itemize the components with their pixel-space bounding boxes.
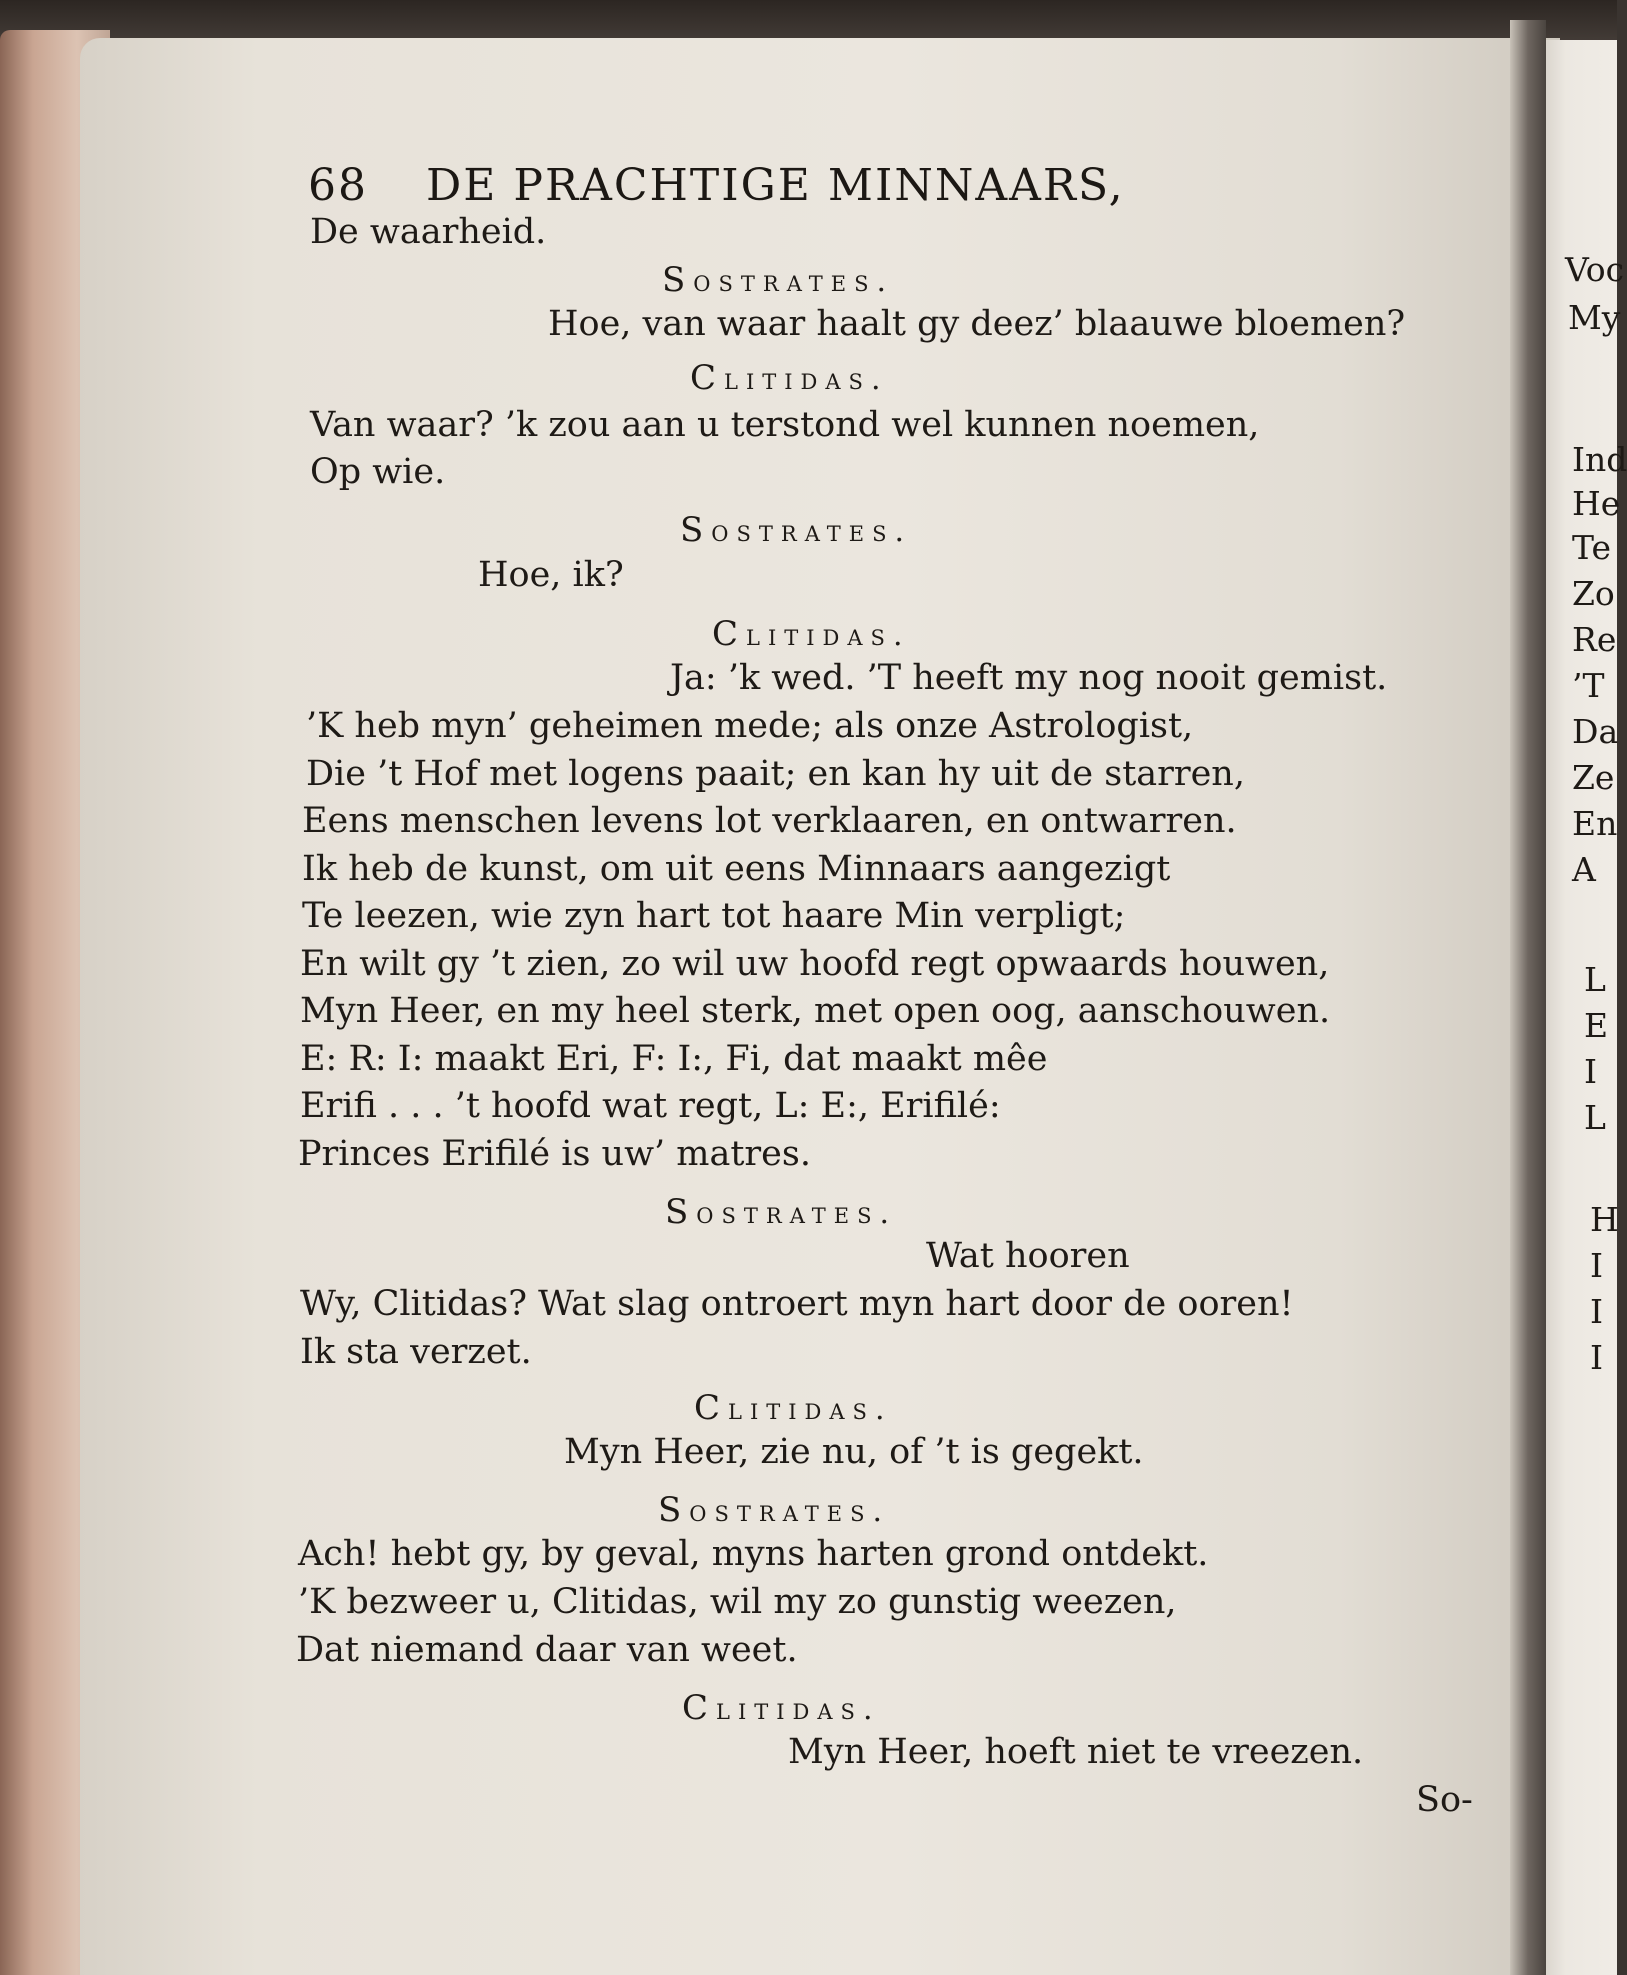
facing-text: I: [1590, 1338, 1604, 1377]
text-line: Princes Erifilé is uw’ matres.: [298, 1134, 811, 1174]
running-head: [308, 160, 1125, 211]
facing-text: En: [1572, 804, 1618, 843]
text-line: Ach! hebt gy, by geval, myns harten grond ontdekt.: [298, 1534, 1209, 1574]
text-line: Dat niemand daar van weet.: [296, 1630, 798, 1670]
speaker-heading: Sostrates.: [680, 510, 912, 550]
text-line: Ik heb de kunst, om uit eens Minnaars aangezigt: [302, 849, 1171, 889]
text-line: Hoe, ik?: [478, 555, 624, 595]
text-line: Wy, Clitidas? Wat slag ontroert myn hart door de ooren!: [300, 1284, 1294, 1324]
facing-text: I: [1590, 1292, 1604, 1331]
text-line: Ja: ’k wed. ’T heeft my nog nooit gemist.: [670, 658, 1388, 698]
facing-text: H: [1590, 1200, 1619, 1239]
speaker-heading: Clitidas.: [694, 1388, 893, 1428]
text-line: De waarheid.: [310, 212, 547, 252]
facing-text: Voc: [1565, 250, 1625, 289]
text-line: En wilt gy ’t zien, zo wil uw hoofd regt opwaards houwen,: [300, 944, 1330, 984]
speaker-heading: Clitidas.: [690, 358, 889, 398]
text-line: Myn Heer, zie nu, of ’t is gegekt.: [564, 1432, 1144, 1472]
page-number: 68: [308, 160, 368, 211]
text-line: Erifi . . . ’t hoofd wat regt, L: E:, Erifilé:: [300, 1086, 1001, 1126]
facing-text: Zo: [1572, 574, 1615, 613]
text-line: Hoe, van waar haalt gy deez’ blaauwe bloemen?: [548, 304, 1406, 344]
facing-text: Re: [1572, 620, 1617, 659]
book-gutter: [1510, 20, 1546, 1975]
facing-text: L: [1584, 960, 1606, 999]
facing-text: Ze: [1572, 758, 1615, 797]
speaker-heading: Sostrates.: [658, 1490, 890, 1530]
text-line: Van waar? ’k zou aan u terstond wel kunnen noemen,: [310, 405, 1260, 445]
text-line: ’K bezweer u, Clitidas, wil my zo gunstig weezen,: [298, 1582, 1177, 1622]
catchword: So-: [1416, 1780, 1473, 1820]
speaker-heading: Clitidas.: [682, 1688, 881, 1728]
facing-text: I: [1584, 1052, 1598, 1091]
speaker-heading: Clitidas.: [712, 614, 911, 654]
facing-text: Da: [1572, 712, 1619, 751]
facing-text: Te: [1572, 528, 1611, 567]
text-line: ’K heb myn’ geheimen mede; als onze Astrologist,: [306, 706, 1194, 746]
facing-text: E: [1584, 1006, 1609, 1045]
facing-text: My: [1568, 298, 1621, 337]
text-line: Wat hooren: [926, 1236, 1130, 1276]
facing-text: He: [1572, 484, 1621, 523]
text-line: Op wie.: [310, 452, 446, 492]
text-line: Myn Heer, hoeft niet te vreezen.: [788, 1732, 1364, 1772]
facing-text: Ind: [1572, 440, 1627, 479]
speaker-heading: Sostrates.: [662, 260, 894, 300]
facing-text: ’T: [1572, 666, 1605, 705]
text-line: Myn Heer, en my heel sterk, met open oog, aanschouwen.: [300, 991, 1331, 1031]
facing-text: I: [1590, 1246, 1604, 1285]
facing-text: L: [1584, 1098, 1606, 1137]
text-line: Te leezen, wie zyn hart tot haare Min verpligt;: [302, 896, 1126, 936]
running-title: DE PRACHTIGE MINNAARS,: [426, 160, 1125, 211]
speaker-heading: Sostrates.: [665, 1192, 897, 1232]
text-line: Eens menschen levens lot verklaaren, en ontwarren.: [302, 801, 1237, 841]
text-line: E: R: I: maakt Eri, F: I:, Fi, dat maakt mêe: [300, 1039, 1048, 1079]
text-line: Ik sta verzet.: [300, 1332, 532, 1372]
text-line: Die ’t Hof met logens paait; en kan hy uit de starren,: [306, 754, 1245, 794]
facing-text: A: [1572, 850, 1596, 889]
